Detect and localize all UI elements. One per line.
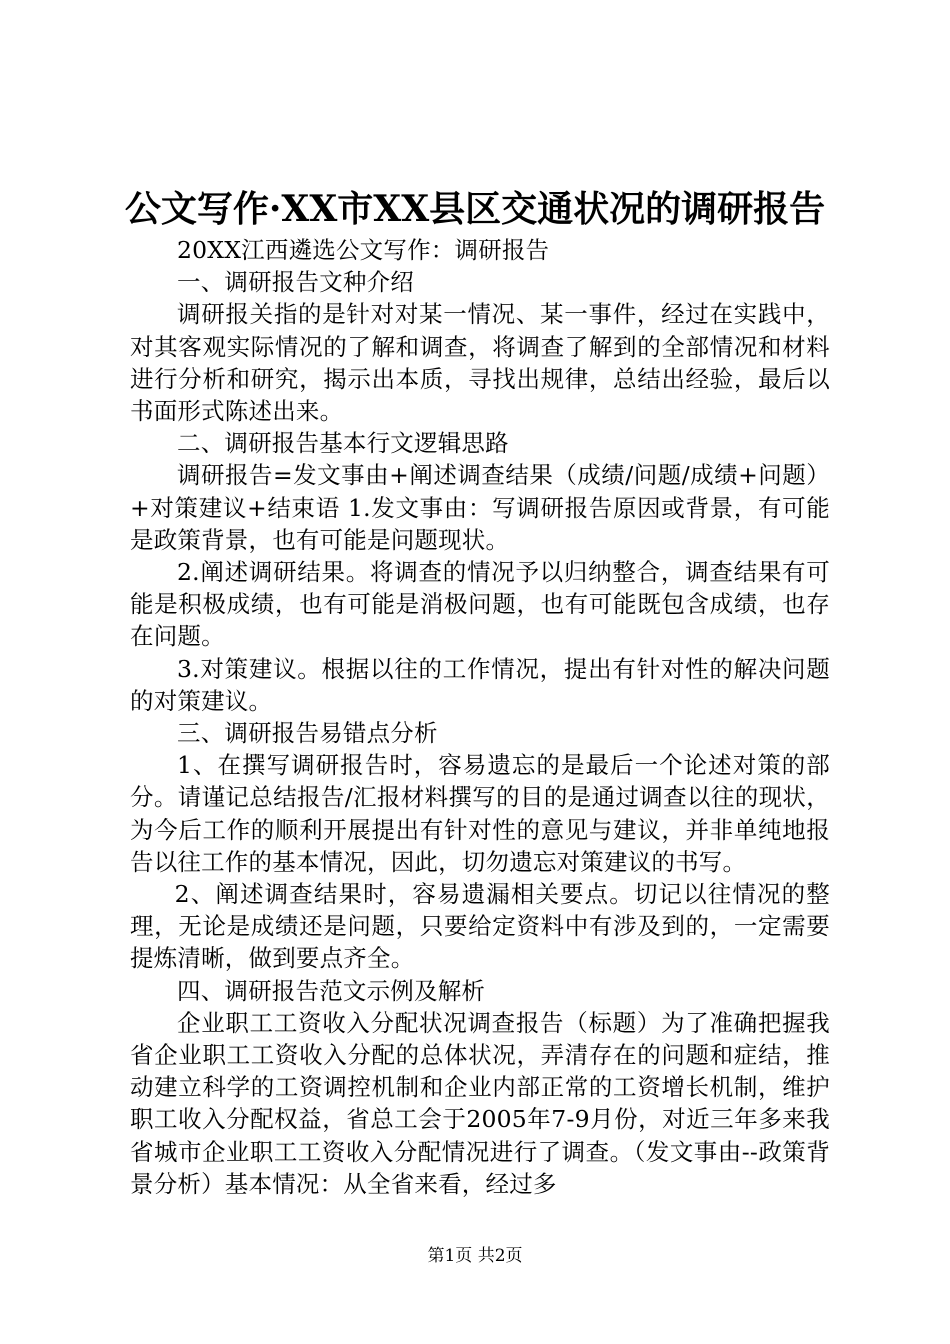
document-title: 公文写作·XX市XX县区交通状况的调研报告 — [124, 188, 826, 230]
paragraph-error-1: 1、在撰写调研报告时，容易遗忘的是最后一个论述对策的部分。请谨记总结报告/汇报材料撰写的目的是通过调查以往的现状，为今后工作的顺利开展提出有针对性的意见与建议，并非单纯地报告以往工作的基本情况，因此，切勿遗忘对策建议的书写。 — [130, 751, 830, 876]
paragraph-heading-1: 一、调研报告文种介绍 — [177, 268, 414, 297]
paragraph-heading-3: 三、调研报告易错点分析 — [177, 719, 438, 748]
paragraph-example: 企业职工工资收入分配状况调查报告（标题）为了准确把握我省企业职工工资收入分配的总体状况，弄清存在的问题和症结，推动建立科学的工资调控机制和企业内部正常的工资增长机制，维护职工收入分配权益，省总工会于2005年7-9月份，对近三年多来我省城市企业职工工资收入分配情况进行了调查。（发文事由--政策背景分析）基本情况：从全省来看，经过多 — [130, 1008, 830, 1198]
document-body — [130, 234, 830, 1200]
paragraph-results: 2.阐述调研结果。将调查的情况予以归纳整合，调查结果有可能是积极成绩，也有可能是消极问题，也有可能既包含成绩，也存在问题。 — [130, 558, 830, 651]
paragraph-subtitle: 20XX江西遴选公文写作：调研报告 — [177, 236, 550, 264]
paragraph-heading-4: 四、调研报告范文示例及解析 — [177, 976, 486, 1005]
paragraph-heading-2: 二、调研报告基本行文逻辑思路 — [177, 429, 509, 458]
paragraph-logic: 调研报告=发文事由+阐述调查结果（成绩/问题/成绩+问题）+对策建议+结束语 1.发文事由：写调研报告原因或背景，有可能是政策背景，也有可能是问题现状。 — [130, 461, 830, 554]
page-footer: 第1页 共2页 — [427, 1246, 523, 1266]
paragraph-suggestions: 3.对策建议。根据以往的工作情况，提出有针对性的解决问题的对策建议。 — [130, 654, 830, 715]
paragraph-error-2: 2、阐述调查结果时，容易遗漏相关要点。切记以往情况的整理，无论是成绩还是问题，只要给定资料中有涉及到的，一定需要提炼清晰，做到要点齐全。 — [130, 880, 830, 973]
paragraph-intro: 调研报关指的是针对对某一情况、某一事件，经过在实践中，对其客观实际情况的了解和调查，将调查了解到的全部情况和材料进行分析和研究，揭示出本质，寻找出规律，总结出经验，最后以书面形式陈述出来。 — [130, 300, 830, 426]
